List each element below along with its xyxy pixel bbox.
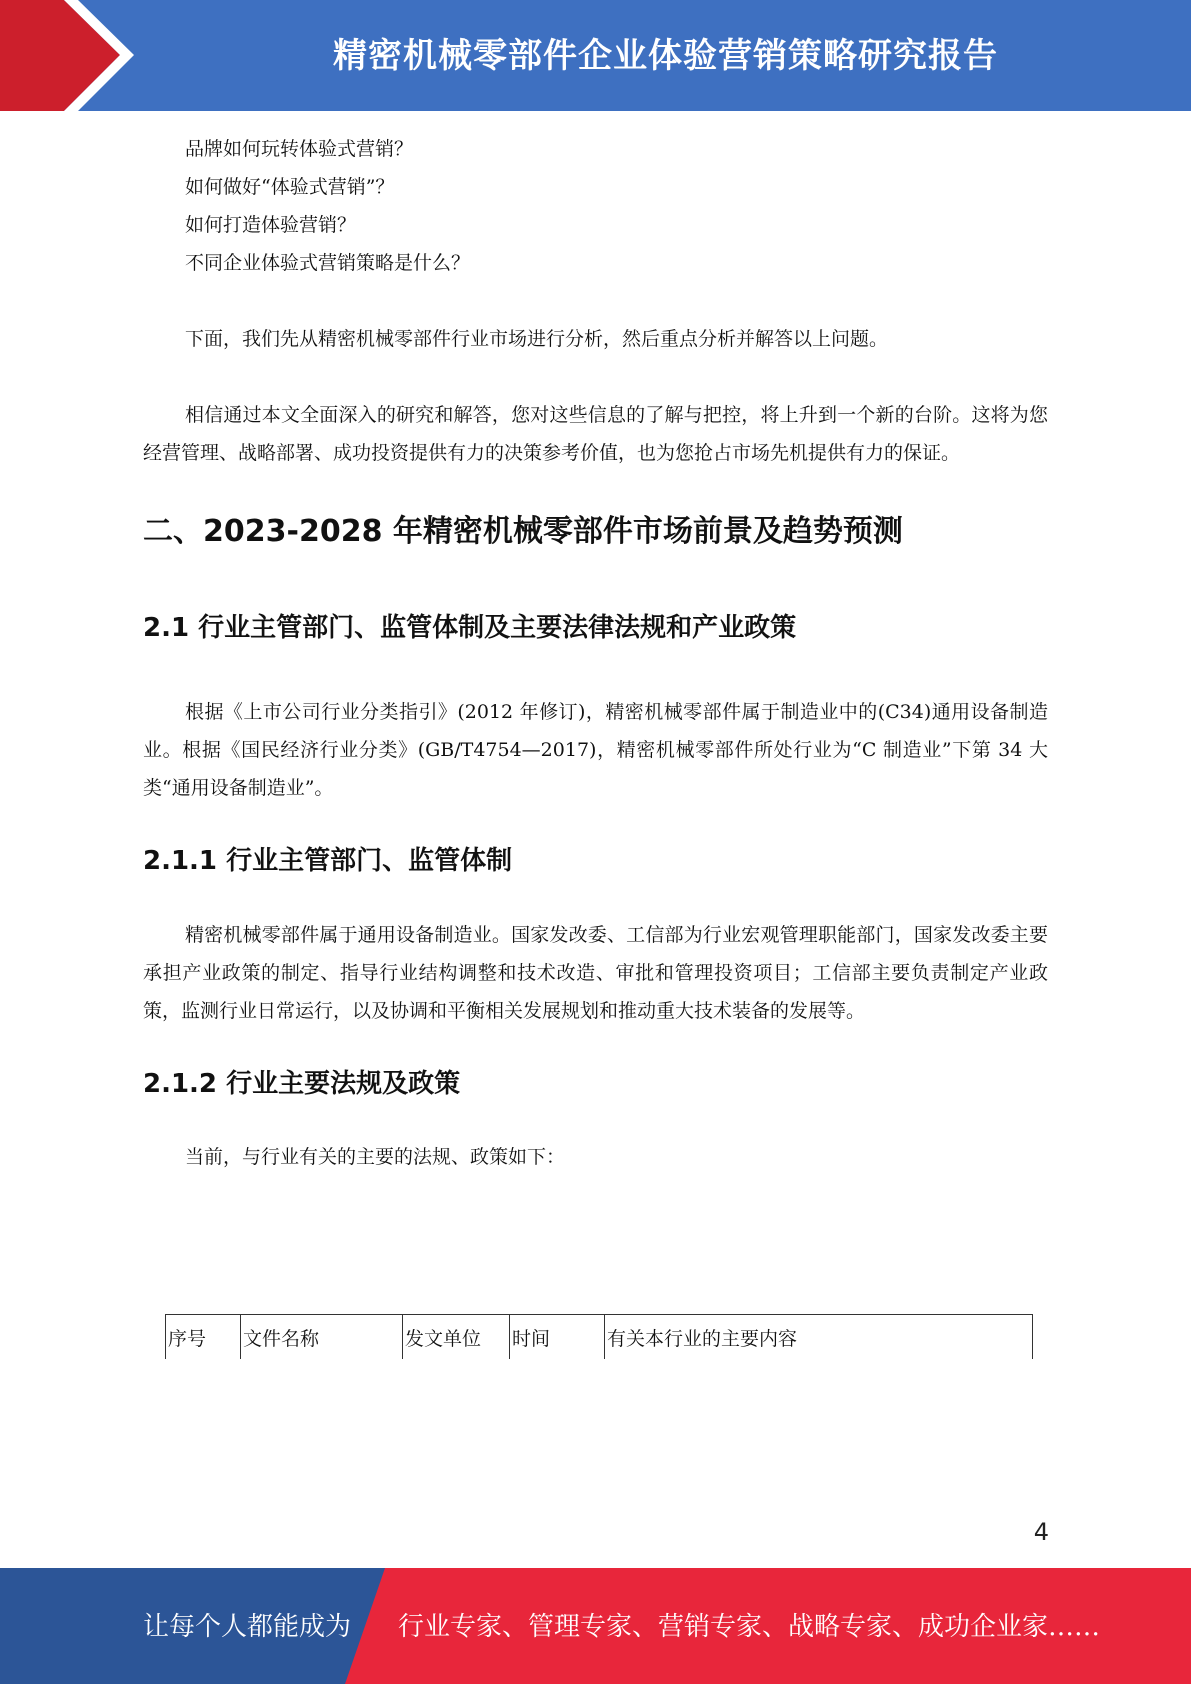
table-header-row bbox=[166, 1315, 1033, 1360]
document-body bbox=[143, 130, 1048, 1176]
column-header-main-content: 有关本行业的主要内容 bbox=[605, 1315, 1033, 1360]
policy-table bbox=[165, 1314, 1033, 1359]
column-header-date: 时间 bbox=[510, 1315, 605, 1360]
column-header-document-name: 文件名称 bbox=[241, 1315, 403, 1360]
question-line: 如何打造体验营销？ bbox=[185, 214, 357, 236]
footer-slogan-left: 让每个人都能成为 bbox=[143, 1612, 352, 1642]
intro-paragraph: 下面，我们先从精密机械零部件行业市场进行分析，然后重点分析并解答以上问题。 bbox=[185, 328, 889, 350]
question-line: 不同企业体验式营销策略是什么？ bbox=[185, 252, 471, 274]
question-line: 品牌如何玩转体验式营销？ bbox=[185, 138, 414, 160]
section-2-1-heading: 2.1 行业主管部门、监管体制及主要法律法规和产业政策 bbox=[143, 613, 797, 643]
page-number: 4 bbox=[1033, 1518, 1049, 1546]
header-arrow-decoration bbox=[0, 0, 160, 111]
header-title: 精密机械零部件企业体验营销策略研究报告 bbox=[333, 36, 998, 76]
value-paragraph: 相信通过本文全面深入的研究和解答，您对这些信息的了解与把控，将上升到一个新的台阶。这将为您经营管理、战略部署、成功投资提供有力的决策参考价值，也为您抢占市场先机提供有力的保证。 bbox=[143, 404, 1048, 464]
column-header-issuer: 发文单位 bbox=[403, 1315, 510, 1360]
policies-intro-paragraph: 当前，与行业有关的主要的法规、政策如下： bbox=[185, 1146, 566, 1168]
section-2-heading: 二、2023-2028 年精密机械零部件市场前景及趋势预测 bbox=[143, 514, 903, 549]
section-2-1-2-heading: 2.1.2 行业主要法规及政策 bbox=[143, 1069, 461, 1099]
section-2-1-1-heading: 2.1.1 行业主管部门、监管体制 bbox=[143, 846, 513, 876]
classification-paragraph: 根据《上市公司行业分类指引》(2012 年修订)，精密机械零部件属于制造业中的(C34)通用设备制造业。根据《国民经济行业分类》(GB/T4754—2017)，精密机械零部件所处行业为“C 制造业”下第 34 大类“通用设备制造业”。 bbox=[143, 701, 1048, 799]
page-footer bbox=[0, 1568, 1191, 1684]
regulators-paragraph: 精密机械零部件属于通用设备制造业。国家发改委、工信部为行业宏观管理职能部门，国家发改委主要承担产业政策的制定、指导行业结构调整和技术改造、审批和管理投资项目；工信部主要负责制定产业政策，监测行业日常运行，以及协调和平衡相关发展规划和推动重大技术装备的发展等。 bbox=[143, 924, 1048, 1022]
page-header bbox=[0, 0, 1191, 111]
column-header-index: 序号 bbox=[166, 1315, 241, 1360]
question-line: 如何做好“体验式营销”？ bbox=[185, 176, 395, 198]
footer-slogan-right: 行业专家、管理专家、营销专家、战略专家、成功企业家…… bbox=[398, 1612, 1101, 1642]
